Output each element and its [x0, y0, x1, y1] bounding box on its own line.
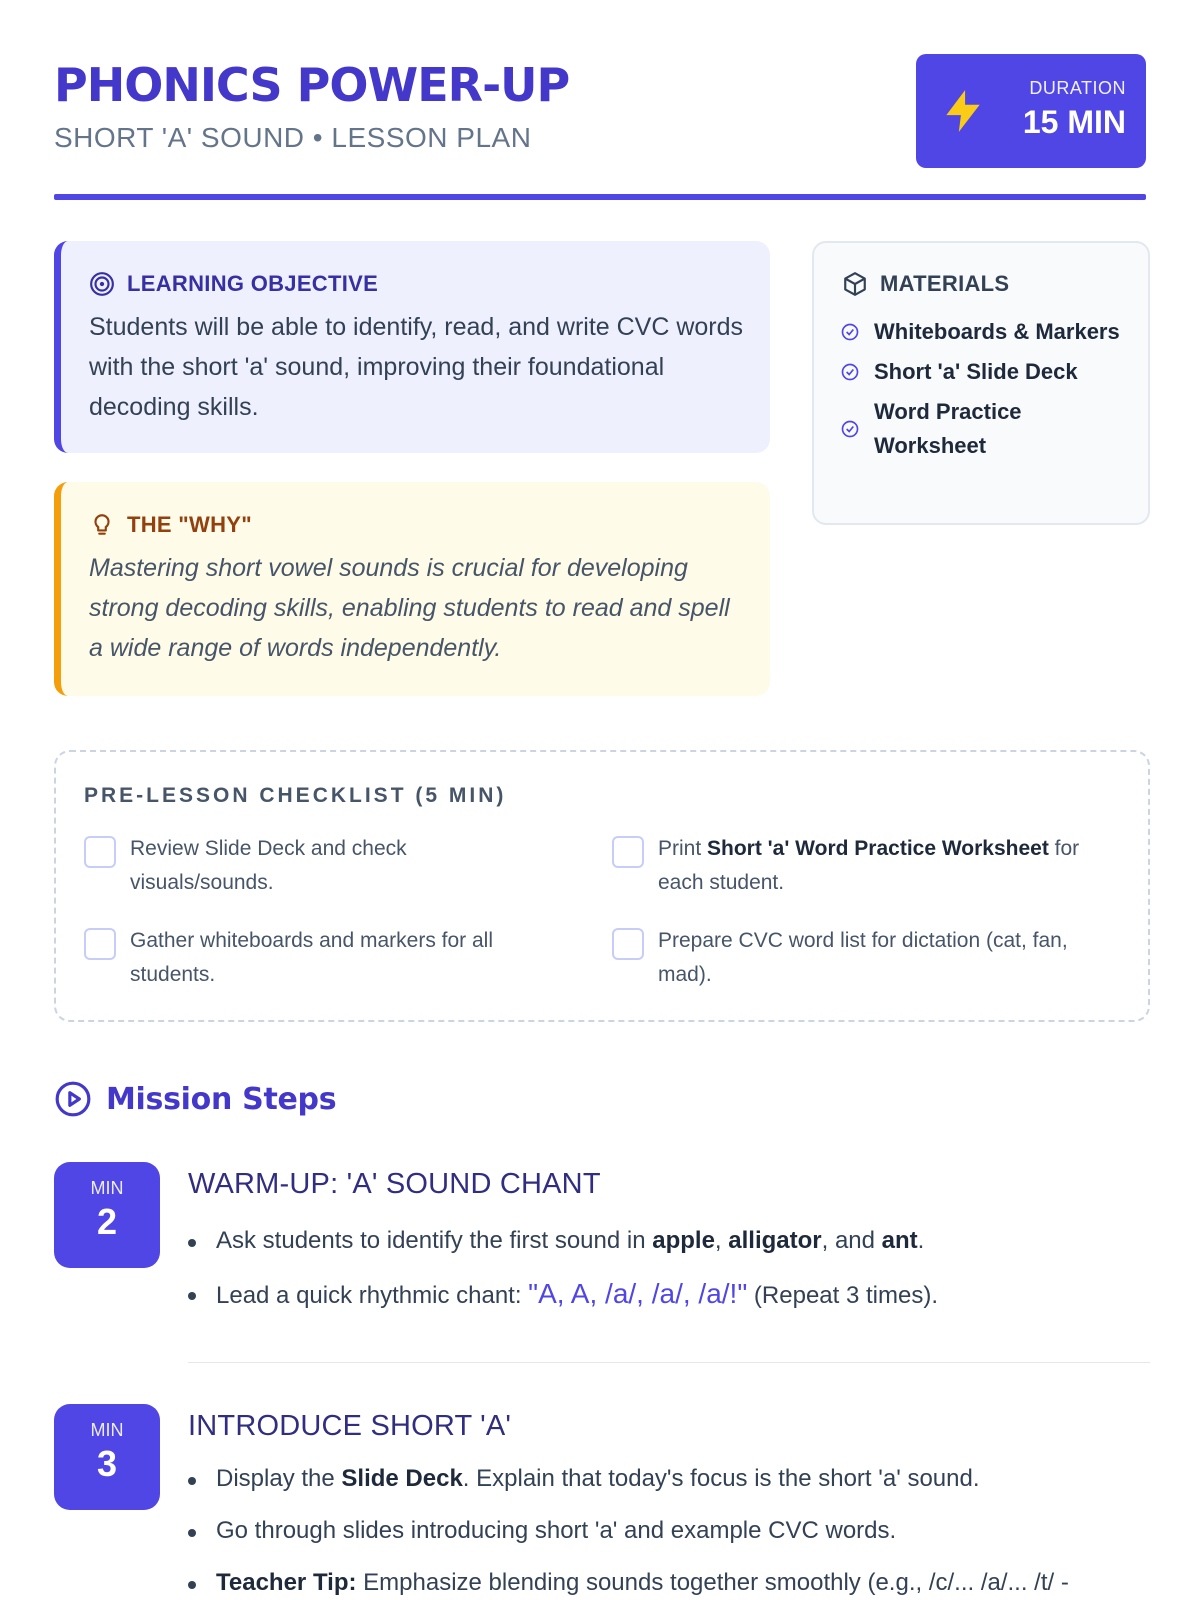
bold-text: Slide Deck: [341, 1465, 463, 1492]
text-segment: for each student.: [658, 837, 1080, 894]
minutes-label: MIN: [90, 1420, 124, 1440]
box-icon: [842, 271, 868, 297]
pre-lesson-checklist: [54, 750, 1150, 1022]
objective-body: Students will be able to identify, read, and write CVC words with the short 'a' sound, improving their foundational decoding skills.: [89, 313, 744, 421]
checkbox[interactable]: [612, 836, 644, 868]
target-icon: [89, 271, 115, 297]
page-title: PHONICS POWER-UP: [54, 58, 570, 112]
checklist-item-text: Gather whiteboards and markers for all students.: [130, 929, 493, 986]
mission-steps-heading: [54, 1080, 336, 1118]
materials-item: [840, 315, 1130, 349]
text-segment: Ask students to identify the first sound in: [216, 1227, 653, 1254]
bold-text: Short 'a' Word Practice Worksheet: [707, 837, 1049, 860]
materials-heading: MATERIALS: [880, 271, 1010, 296]
why-body: Mastering short vowel sounds is crucial for developing strong decoding skills, enabling students to read and spell a wide range of words independently.: [89, 554, 730, 662]
objective-heading-row: [89, 271, 378, 297]
minutes-label: MIN: [90, 1178, 124, 1198]
materials-card: [812, 241, 1150, 525]
chant-text: "A, A, /a/, /a/, /a/!": [528, 1278, 748, 1309]
text-segment: .: [917, 1227, 925, 1254]
checklist-item: [612, 832, 1122, 900]
text-segment: , and: [821, 1227, 882, 1254]
minutes-badge: [54, 1404, 160, 1510]
lightning-icon: [938, 84, 988, 138]
duration-label: DURATION: [1029, 78, 1126, 98]
step-divider: [188, 1362, 1150, 1363]
page-subtitle: SHORT 'A' SOUND • LESSON PLAN: [54, 122, 532, 153]
check-circle-icon: [840, 362, 860, 382]
why-heading-row: [89, 512, 252, 538]
step-bullets: [188, 1462, 1148, 1600]
checkbox[interactable]: [84, 836, 116, 868]
mission-step: [54, 1162, 1150, 1362]
mission-step: [54, 1404, 1150, 1600]
checkbox[interactable]: [84, 928, 116, 960]
lightbulb-icon: [89, 512, 115, 538]
bold-text: ant: [881, 1227, 918, 1254]
header-divider: [54, 194, 1146, 200]
materials-item-label: Whiteboards & Markers: [874, 319, 1120, 344]
materials-list: [840, 315, 1130, 469]
mission-title: Mission Steps: [106, 1081, 337, 1117]
materials-item: [840, 395, 1130, 463]
why-card: [54, 482, 770, 696]
step-bullet: [188, 1224, 1148, 1258]
text-segment: Go through slides introducing short 'a' and example CVC words.: [216, 1517, 897, 1544]
checklist-item-text: Prepare CVC word list for dictation (cat, fan, mad).: [658, 929, 1068, 986]
materials-item-label: Word Practice Worksheet: [874, 399, 1022, 458]
play-circle-icon: [54, 1080, 92, 1118]
checklist-item: [84, 832, 554, 900]
materials-item: [840, 355, 1130, 389]
check-circle-icon: [840, 419, 860, 439]
step-bullet: [188, 1462, 1148, 1496]
duration-card: [916, 54, 1146, 168]
checklist-item: [84, 924, 554, 992]
step-title: INTRODUCE SHORT 'A': [188, 1410, 512, 1442]
minutes-badge: [54, 1162, 160, 1268]
lesson-header: [54, 54, 1146, 202]
text-segment: ,: [714, 1227, 729, 1254]
checklist-item-text: [658, 832, 1122, 900]
materials-item-label: Short 'a' Slide Deck: [874, 359, 1078, 384]
check-circle-icon: [840, 322, 860, 342]
checklist-heading: PRE-LESSON CHECKLIST (5 MIN): [84, 784, 507, 807]
learning-objective-card: [54, 241, 770, 453]
bold-text: Teacher Tip:: [216, 1569, 357, 1596]
duration-value: 15 MIN: [1022, 104, 1126, 140]
text-segment: (Repeat 3 times).: [747, 1282, 938, 1309]
minutes-value: 3: [96, 1443, 118, 1484]
text-segment: Emphasize blending sounds together smoothly (e.g., /c/... /a/... /t/ -: [356, 1569, 1069, 1596]
why-heading: THE "WHY": [127, 512, 252, 537]
step-bullet: [188, 1277, 1148, 1313]
text-segment: Print: [658, 837, 708, 860]
step-title: WARM-UP: 'A' SOUND CHANT: [188, 1168, 601, 1200]
objective-heading: LEARNING OBJECTIVE: [127, 271, 379, 296]
checkbox[interactable]: [612, 928, 644, 960]
materials-heading-row: [842, 271, 1009, 297]
minutes-value: 2: [96, 1201, 118, 1242]
checklist-item: [612, 924, 1122, 992]
bold-text: alligator: [728, 1227, 822, 1254]
text-segment: . Explain that today's focus is the short 'a' sound.: [462, 1465, 980, 1492]
text-segment: Display the: [216, 1465, 342, 1492]
text-segment: Lead a quick rhythmic chant:: [216, 1282, 529, 1309]
step-bullets: [188, 1224, 1148, 1332]
checklist-item-text: Review Slide Deck and check visuals/sounds.: [130, 837, 407, 894]
step-bullet: [188, 1514, 1148, 1548]
bold-text: apple: [652, 1227, 715, 1254]
step-bullet: [188, 1566, 1148, 1600]
